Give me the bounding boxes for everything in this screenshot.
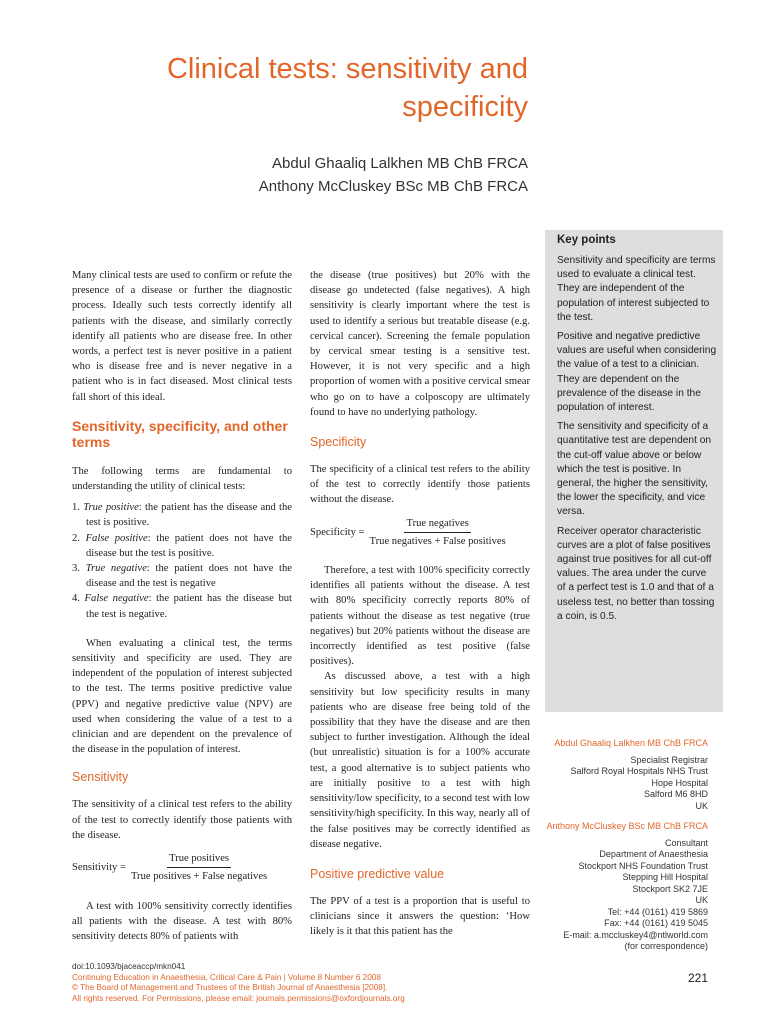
page-number: 221 <box>687 971 708 985</box>
section-heading: Sensitivity, specificity, and other terms <box>72 417 288 450</box>
formula-lhs: Sensitivity = <box>72 862 126 874</box>
body-paragraph: Therefore, a test with 100% specificity correctly identifies all patients without the disease. A test with 80% specificity correctly reports 80% of patients without the disease as test negative (true negatives) but 20% patients without the disease are incorrectly identified as test positive (false positives). <box>310 565 530 668</box>
item-number: 3. <box>72 563 80 575</box>
author-affiliation <box>530 821 708 953</box>
terms-list <box>72 500 292 622</box>
affiliation-line: Stepping Hill Hospital <box>622 872 708 882</box>
affiliation-line: Hope Hospital <box>651 777 708 788</box>
key-point: Positive and negative predictive values are useful when considering the value of a test to a clinician. They are dependent on the prevalence of the disease in the population of interest. <box>557 331 717 414</box>
affiliation-line: Department of Anaesthesia <box>599 849 708 859</box>
sensitivity-formula <box>72 851 292 884</box>
affiliation-name: Abdul Ghaaliq Lalkhen MB ChB FRCA <box>554 738 708 748</box>
affiliation-line: UK <box>695 895 708 905</box>
author-affiliation <box>530 738 708 812</box>
key-point: The sensitivity and specificity of a quantitative test are dependent on the cut-off value above or below which the test is positive. In general, the higher the sensitivity, the lower the specificity, and vice versa. <box>557 421 712 518</box>
affiliation-line: Consultant <box>664 837 708 848</box>
permissions-notice: All rights reserved. For Permissions, please email: journals.permissions@oxfordjournals.org <box>72 993 405 1003</box>
term: False negative <box>84 593 149 605</box>
key-point: Sensitivity and specificity are terms used to evaluate a clinical test. They are independent of the population of interest subjected to the test. <box>557 255 716 323</box>
term-definition: : the patient has the disease but the test is negative. <box>86 593 292 620</box>
formula-lhs: Specificity = <box>310 526 365 538</box>
affiliation-line: Specialist Registrar <box>630 754 708 765</box>
doi: doi:10.1093/bjaceaccp/mkn041 <box>72 962 186 971</box>
body-paragraph: When evaluating a clinical test, the terms sensitivity and specificity are used. They are independent of the population of interest subjected to the test. The terms positive predictive value (PPV) and negative predictive value (NPV) are used when considering the value of a test to a clinician and are dependent on the prevalence of the disease in the population of interest. <box>72 637 292 756</box>
article-title: Clinical tests: sensitivity and specificity <box>166 53 528 123</box>
key-point: Receiver operator characteristic curves are a plot of false positives against true positives for all cut-off values. The area under the curve of a perfect test is 1.0 and that of a useless test, no better than tossing a coin, is 0.5. <box>557 525 715 622</box>
key-points-title: Key points <box>557 234 616 246</box>
term-definition: : the patient does not have the disease but the test is positive. <box>86 532 292 559</box>
specificity-formula <box>310 516 530 549</box>
term-definition: : the patient does not have the disease and the test is negative <box>86 563 292 590</box>
body-paragraph: As discussed above, a test with a high sensitivity but low specificity results in many patients who are disease free being told of the possibility that they have the disease and are then subject to further investigation. Although the ideal (but unrealistic) situation is for a 100% accurate test, a good alternative is to subject patients who are initially positive to a test with high sensitivity/low specificity, to a second test with low sensitivity/high specificity. In this way, nearly all of the false positives may be correctly identified as disease negative. <box>310 671 530 850</box>
affiliation-line: UK <box>695 800 708 811</box>
item-number: 1. <box>72 502 80 514</box>
left-column <box>72 268 292 944</box>
term: True negative <box>85 563 147 575</box>
list-item <box>72 591 292 621</box>
list-item <box>72 561 292 591</box>
item-number: 4. <box>72 593 80 605</box>
email-link[interactable]: E-mail: a.mccluskey4@ntlworld.com <box>563 929 708 940</box>
affiliation-line: (for correspondence) <box>624 941 708 951</box>
formula-numerator: True negatives <box>404 516 470 533</box>
body-paragraph: The specificity of a clinical test refers to the ability of the test to correctly identify those patients without the disease. <box>310 464 530 506</box>
page-footer <box>72 962 405 1004</box>
body-paragraph: The PPV of a test is a proportion that is useful to clinicians since it answers the question: ‘How likely is it that this patient has the <box>310 895 530 938</box>
item-number: 2. <box>72 532 80 544</box>
author-name: Abdul Ghaaliq Lalkhen MB ChB FRCA <box>272 155 528 172</box>
middle-column <box>310 268 530 953</box>
body-paragraph: the disease (true positives) but 20% with the disease go undetected (false negatives). A high sensitivity is clearly important where the test is used to identify a serious but treatable disease (e.g. cervical cancer). Screening the female population by cervical smear testing is a sensitive test. However, it is not very specific and a high proportion of women with a positive cervical smear who go on to have a colposcopy are ultimately found to have no underlying pathology. <box>310 270 530 418</box>
body-paragraph: A test with 100% sensitivity correctly identifies all patients with the disease. A test with 80% sensitivity detects 80% of patients with <box>72 900 292 942</box>
affiliation-line: Salford Royal Hospitals NHS Trust <box>570 766 708 776</box>
subsection-heading: Specificity <box>310 435 367 450</box>
affiliation-line: Salford M6 8HD <box>643 789 708 799</box>
author-name: Anthony McCluskey BSc MB ChB FRCA <box>258 178 528 195</box>
body-paragraph: The sensitivity of a clinical test refers to the ability of the test to correctly identify those patients with the disease. <box>72 799 292 841</box>
formula-fraction <box>129 851 269 884</box>
journal-citation: Continuing Education in Anaesthesia, Critical Care & Pain | Volume 8 Number 6 2008 <box>72 972 381 982</box>
affiliation-line: Tel: +44 (0161) 419 5869 <box>607 906 708 917</box>
copyright-notice: © The Board of Management and Trustees of the British Journal of Anaesthesia [2008]. <box>72 983 388 992</box>
term: False positive <box>85 532 148 544</box>
intro-paragraph: Many clinical tests are used to confirm or refute the presence of a disease or further the diagnostic process. Ideally such tests correctly identify all patients with the disease, and similarly correctly identify all patients who are disease free. In other words, a perfect test is never positive in a patient who is disease free and is never negative in a patient who is in fact diseased. Most clinical tests fall short of this ideal. <box>72 270 292 403</box>
formula-numerator: True positives <box>167 851 231 868</box>
affiliation-line: Stockport SK2 7JE <box>632 883 708 894</box>
term: True positive <box>83 502 139 514</box>
formula-fraction <box>368 516 508 549</box>
terms-intro: The following terms are fundamental to understanding the utility of clinical tests: <box>72 465 292 493</box>
formula-denominator: True negatives + False positives <box>369 535 506 547</box>
affiliation-line: Fax: +44 (0161) 419 5045 <box>604 918 708 928</box>
list-item <box>72 531 292 561</box>
affiliation-line: Stockport NHS Foundation Trust <box>578 860 708 871</box>
formula-denominator: True positives + False negatives <box>130 871 268 883</box>
term-definition: : the patient has the disease and the test is positive. <box>86 502 292 529</box>
key-points-list <box>557 254 717 629</box>
affiliation-name: Anthony McCluskey BSc MB ChB FRCA <box>546 821 708 831</box>
author-list <box>200 152 528 198</box>
subsection-heading: Positive predictive value <box>310 866 445 881</box>
subsection-heading: Sensitivity <box>72 770 129 785</box>
list-item <box>72 500 292 530</box>
